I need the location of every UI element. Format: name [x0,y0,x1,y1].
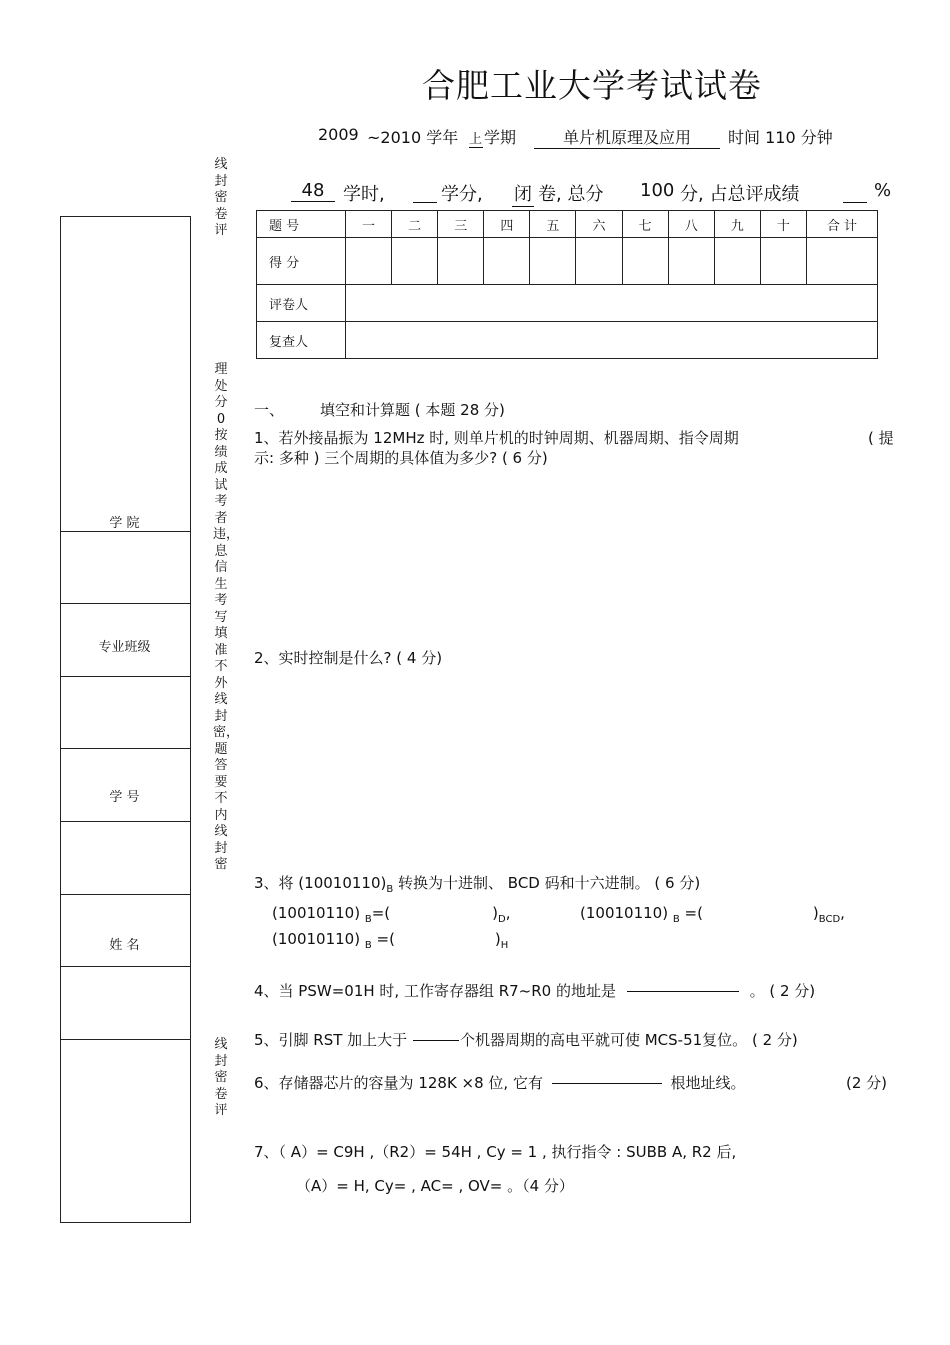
q3-r1a-end: ) [492,904,498,922]
q4-end: 。 ( 2 分) [749,982,816,1000]
section-number: 一、 [254,401,285,419]
seal-text-middle: 理处分0按绩成试考者违，息信生考写填准不外线封密，题答要不内线封密 [213,362,240,872]
seal-text-bottom: 线封密卷评 [214,1037,228,1118]
name-label: 姓 名 [109,938,140,953]
question-number-label: 题 号 [257,211,346,238]
exam-title: 合肥工业大学考试试卷 [422,66,762,105]
score-cell[interactable] [760,238,806,285]
checker-cell[interactable] [346,322,878,359]
q6-text-a: 6、存储器芯片的容量为 128K ×8 位, 它有 [254,1074,543,1092]
hours-value: 48 [291,180,335,202]
col-9: 九 [714,211,760,238]
college-label: 学 院 [109,516,140,531]
question-1-line2: 示: 多种 ) 三个周期的具体值为多少? ( 6 分) [254,449,548,467]
question-1-line1: 1、若外接晶振为 12MHz 时, 则单片机的时钟周期、机器周期、指令周期 [254,429,739,447]
major-class-label: 专业班级 [98,640,151,655]
col-total: 合 计 [807,211,878,238]
q3-r1b-comma: , [840,904,845,922]
question-1-hint: ( 提 [868,429,894,447]
exam-type: 闭 [512,180,534,207]
col-2: 二 [392,211,438,238]
score-cell[interactable] [807,238,878,285]
percent-blank [843,180,867,203]
q3-r2-end: ) [494,930,501,948]
score-row-label: 得 分 [257,238,346,285]
score-table [256,210,878,359]
college-field[interactable] [60,532,189,602]
col-5: 五 [530,211,576,238]
q3-binary-decimal [272,904,510,925]
q5-text-b: 个机器周期的高电平就可使 MCS-51复位。 ( 2 分) [459,1031,798,1049]
year-to: ~2010 学年 [367,128,459,147]
score-cell[interactable] [346,238,392,285]
q3-r1b-sub: B [672,914,680,925]
exam-type-label: 卷, 总分 [538,184,604,205]
score-cell[interactable] [438,238,484,285]
checker-label: 复查人 [257,322,346,359]
col-3: 三 [438,211,484,238]
name-field[interactable] [60,967,189,1037]
q4-text: 4、当 PSW=01H 时, 工作寄存器组 R7~R0 的地址是 [254,982,616,1000]
q3-r1a-eq: =( [371,904,391,922]
question-2: 2、实时控制是什么? ( 4 分) [254,649,443,667]
score-cell[interactable] [484,238,530,285]
score-cell[interactable] [714,238,760,285]
score-cell[interactable] [622,238,668,285]
score-cell[interactable] [576,238,622,285]
year-from: 2009 [318,125,359,144]
col-7: 七 [622,211,668,238]
q3-r1a-sub: B [364,914,372,925]
grader-label: 评卷人 [257,285,346,322]
q3-text-b: 转换为十进制、 BCD 码和十六进制。 ( 6 分) [398,874,701,892]
col-6: 六 [576,211,622,238]
q3-r2: (10010110) [272,930,361,948]
semester-label: 学期 [484,128,517,147]
total-score: 100 [640,180,675,201]
major-class-field[interactable] [60,677,189,747]
q3-r1b: (10010110) [580,904,669,922]
answer-area-1[interactable] [254,470,894,640]
question-6 [254,1072,746,1093]
q6-text-b: 根地址线。 [670,1074,746,1092]
total-label: 分, 占总评成绩 [680,184,800,205]
q3-r2-end-sub: H [500,940,509,951]
credit-blank [413,180,437,203]
score-cell[interactable] [392,238,438,285]
q5-text-a: 5、引脚 RST 加上大于 [254,1031,408,1049]
grader-cell[interactable] [346,285,878,322]
question-3 [254,872,700,895]
semester-mark: 上 [469,128,483,148]
q3-r1b-end: ) [812,904,819,922]
question-4 [254,980,815,1001]
course-name: 单片机原理及应用 [534,125,720,149]
col-8: 八 [668,211,714,238]
q3-r1a-comma: , [505,904,511,922]
q3-text-a: 3、将 (10010110) [254,874,387,892]
q3-r2-sub: B [364,940,372,951]
q3-r1a: (10010110) [272,904,361,922]
hours-label: 学时, [343,184,385,205]
q3-binary-hex [272,930,508,951]
q3-r1a-end-sub: D [498,914,506,925]
q3-sub: B [386,884,394,895]
score-cell[interactable] [530,238,576,285]
q3-r1b-end-sub: BCD [818,914,841,925]
exam-time: 时间 110 分钟 [728,128,833,147]
student-id-label: 学 号 [109,790,140,805]
percent-sign: % [874,180,892,201]
col-4: 四 [484,211,530,238]
q6-points: (2 分) [846,1074,888,1092]
question-5 [254,1029,798,1050]
question-7-line2: （A）= H, Cy= , AC= , OV= 。（4 分） [296,1177,574,1195]
credit-label: 学分, [441,184,483,205]
q3-r1b-eq: =( [684,904,703,922]
answer-area-2[interactable] [254,672,894,862]
student-id-field[interactable] [60,822,189,892]
section-heading: 填空和计算题 ( 本题 28 分) [320,401,505,419]
q3-binary-bcd [580,904,845,925]
seal-text-top: 线封密卷评 [214,157,228,238]
q6-answer-blank[interactable] [552,1083,662,1084]
q3-r2-eq: =( [376,930,395,948]
col-1: 一 [346,211,392,238]
q5-answer-blank[interactable] [413,1040,459,1041]
col-10: 十 [760,211,806,238]
score-cell[interactable] [668,238,714,285]
q4-answer-blank[interactable] [627,991,739,992]
question-7-line1: 7、（ A）= C9H ,（R2）= 54H , Cy = 1 , 执行指令 : SUBB A, R2 后, [254,1143,737,1161]
